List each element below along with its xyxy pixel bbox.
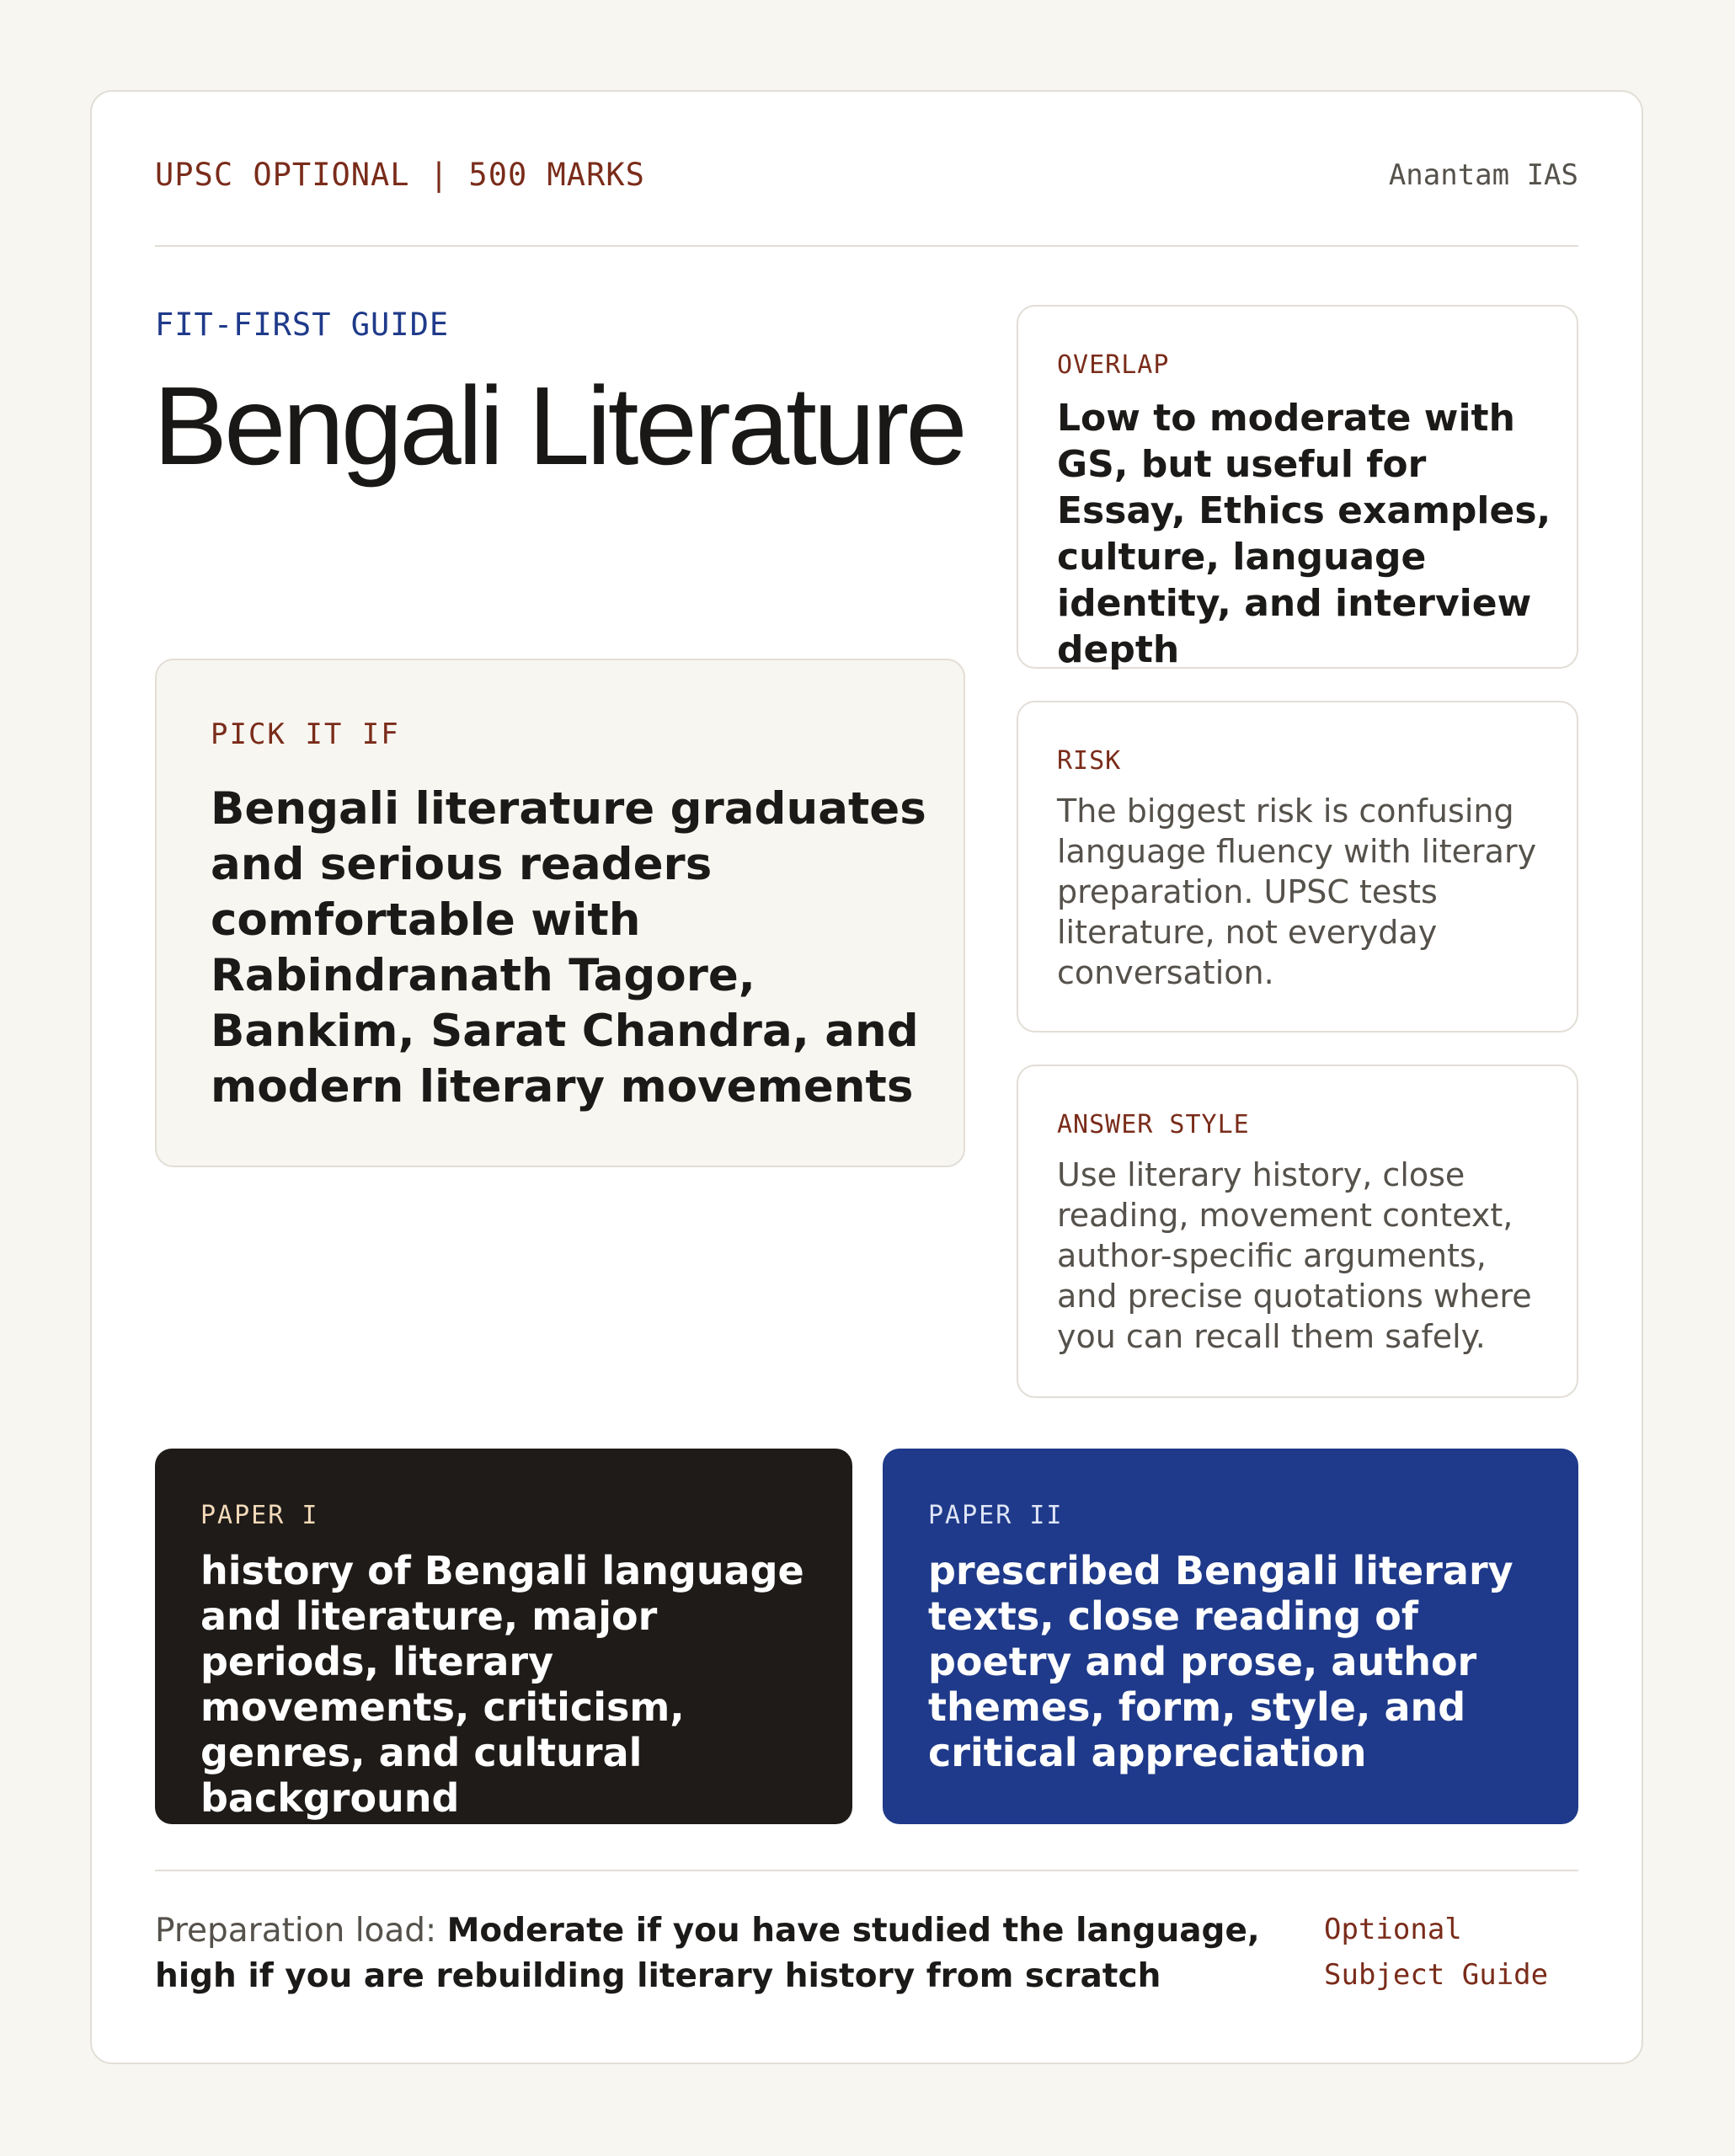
- answer-style-text: Use literary history, close reading, movement context, author-specific arguments, and precise quotations where you can recall them safely.: [1057, 1156, 1532, 1355]
- paper-one-text: history of Bengali language and literature, major periods, literary movements, criticism, genres, and cultural background: [200, 1548, 804, 1821]
- header-divider: [155, 245, 1578, 247]
- risk-panel: [1017, 701, 1578, 1033]
- pick-text: Bengali literature graduates and serious readers comfortable with Rabindranath Tagore, Bankim, Sarat Chandra, and modern literary movements: [211, 783, 926, 1113]
- pick-label: PICK IT IF: [211, 718, 400, 751]
- pick-it-if-panel: [155, 659, 965, 1167]
- brand-name: Anantam IAS: [1388, 158, 1578, 192]
- overlap-text: Low to moderate with GS, but useful for Essay, Ethics examples, culture, language identity, and interview depth: [1057, 397, 1551, 671]
- answer-style-panel: [1017, 1065, 1578, 1398]
- preparation-load-value: Moderate if you have studied the language, high if you are rebuilding literary history from scratch: [155, 1912, 1260, 1995]
- paper-two-text: prescribed Bengali literary texts, close reading of poetry and prose, author themes, form, style, and critical appreciation: [928, 1548, 1513, 1775]
- overlap-panel: [1017, 305, 1578, 669]
- risk-text: The biggest risk is confusing language fluency with literary preparation. UPSC tests literature, not everyday conversation.: [1057, 792, 1537, 991]
- paper-two-label: PAPER II: [928, 1501, 1064, 1530]
- paper-one-panel: [155, 1449, 852, 1824]
- answer-style-label: ANSWER STYLE: [1057, 1110, 1250, 1139]
- preparation-load: [155, 1908, 1300, 1999]
- footer-divider: [155, 1870, 1578, 1871]
- paper-two-panel: [883, 1449, 1578, 1824]
- page-title: Bengali Literature: [153, 364, 964, 488]
- exam-tag: UPSC OPTIONAL | 500 MARKS: [155, 157, 645, 193]
- risk-label: RISK: [1057, 746, 1122, 776]
- paper-one-label: PAPER I: [200, 1501, 319, 1530]
- guide-kicker: FIT-FIRST GUIDE: [155, 307, 450, 343]
- preparation-load-label: Preparation load:: [155, 1912, 437, 1950]
- overlap-label: OVERLAP: [1057, 350, 1170, 380]
- footer-series-name: Optional Subject Guide: [1324, 1913, 1549, 1992]
